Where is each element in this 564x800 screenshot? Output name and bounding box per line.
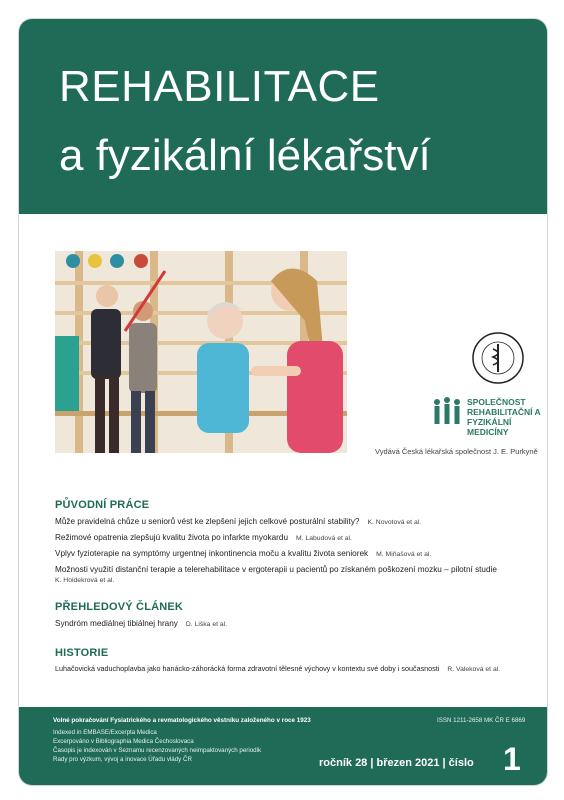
footer-heritage-line: Volné pokračování Fysiatrického a revmatologického věstníku založeného v roce 1923	[53, 717, 311, 724]
journal-cover	[18, 18, 548, 786]
society-logo	[431, 395, 541, 437]
footer-index-line: Rady pro výzkum, vývoj a inovace Úřadu vlády ČR	[53, 756, 192, 763]
issue-number: 1	[503, 741, 521, 777]
medical-society-seal-icon	[471, 331, 525, 385]
article-item: Luhačovická vaduchoplavba jako hanácko-záhorácká forma zdravotní tělesné výchovy v kontextu své doby i současnosti R. Valeková et al.	[55, 664, 501, 673]
rehab-photo-illustration	[55, 251, 347, 453]
cover-header	[19, 19, 547, 214]
footer-index-line: Časopis je indexován v Seznamu recenzovaných neimpaktovaných periodik	[53, 747, 262, 754]
article-item: Možnosti využití distanční terapie a telerehabilitace v ergoterapii u pacientů po získaném poškození mozku – pilotní studie	[55, 565, 497, 574]
article-item: Vplyv fyzioterapie na symptómy urgentnej inkontinencia moču a kvalitu života seniorek M. Miňašová et al.	[55, 549, 432, 558]
article-item: Režimové opatrenia zlepšujú kvalitu života po infarkte myokardu M. Labudová et al.	[55, 533, 352, 542]
article-authors: K. Hoidekrová et al.	[55, 577, 115, 584]
cover-footer	[19, 707, 547, 786]
publisher-line: Vydává Česká lékařská společnost J. E. Purkyně	[375, 447, 538, 456]
footer-index-line: Excerpováno v Bibliographia Medica Čechoslovaca	[53, 738, 194, 745]
article-item: Syndróm mediálnej tibiálnej hrany D. Liška et al.	[55, 619, 228, 628]
section-history-heading: HISTORIE	[55, 647, 109, 659]
society-people-icon	[431, 395, 463, 427]
journal-title-line2: a fyzikální lékařství	[59, 131, 431, 180]
section-original-heading: PŮVODNÍ PRÁCE	[55, 499, 150, 511]
article-item: Může pravidelná chůze u seniorů vést ke zlepšení jejich celkové posturální stability? K. Novotová et al.	[55, 517, 422, 526]
journal-title-line1: REHABILITACE	[59, 62, 380, 111]
footer-index-line: Indexed in EMBASE/Excerpta Medica	[53, 729, 157, 736]
cover-photo	[55, 251, 347, 453]
issue-info: ročník 28 | březen 2021 | číslo	[319, 757, 474, 769]
section-review-heading: PŘEHLEDOVÝ ČLÁNEK	[55, 601, 184, 613]
issn-line: ISSN 1211-2658 MK ČR E 6869	[437, 717, 526, 724]
society-name: SPOLEČNOST REHABILITAČNÍ A FYZIKÁLNÍ MEDICÍNY	[467, 397, 541, 437]
